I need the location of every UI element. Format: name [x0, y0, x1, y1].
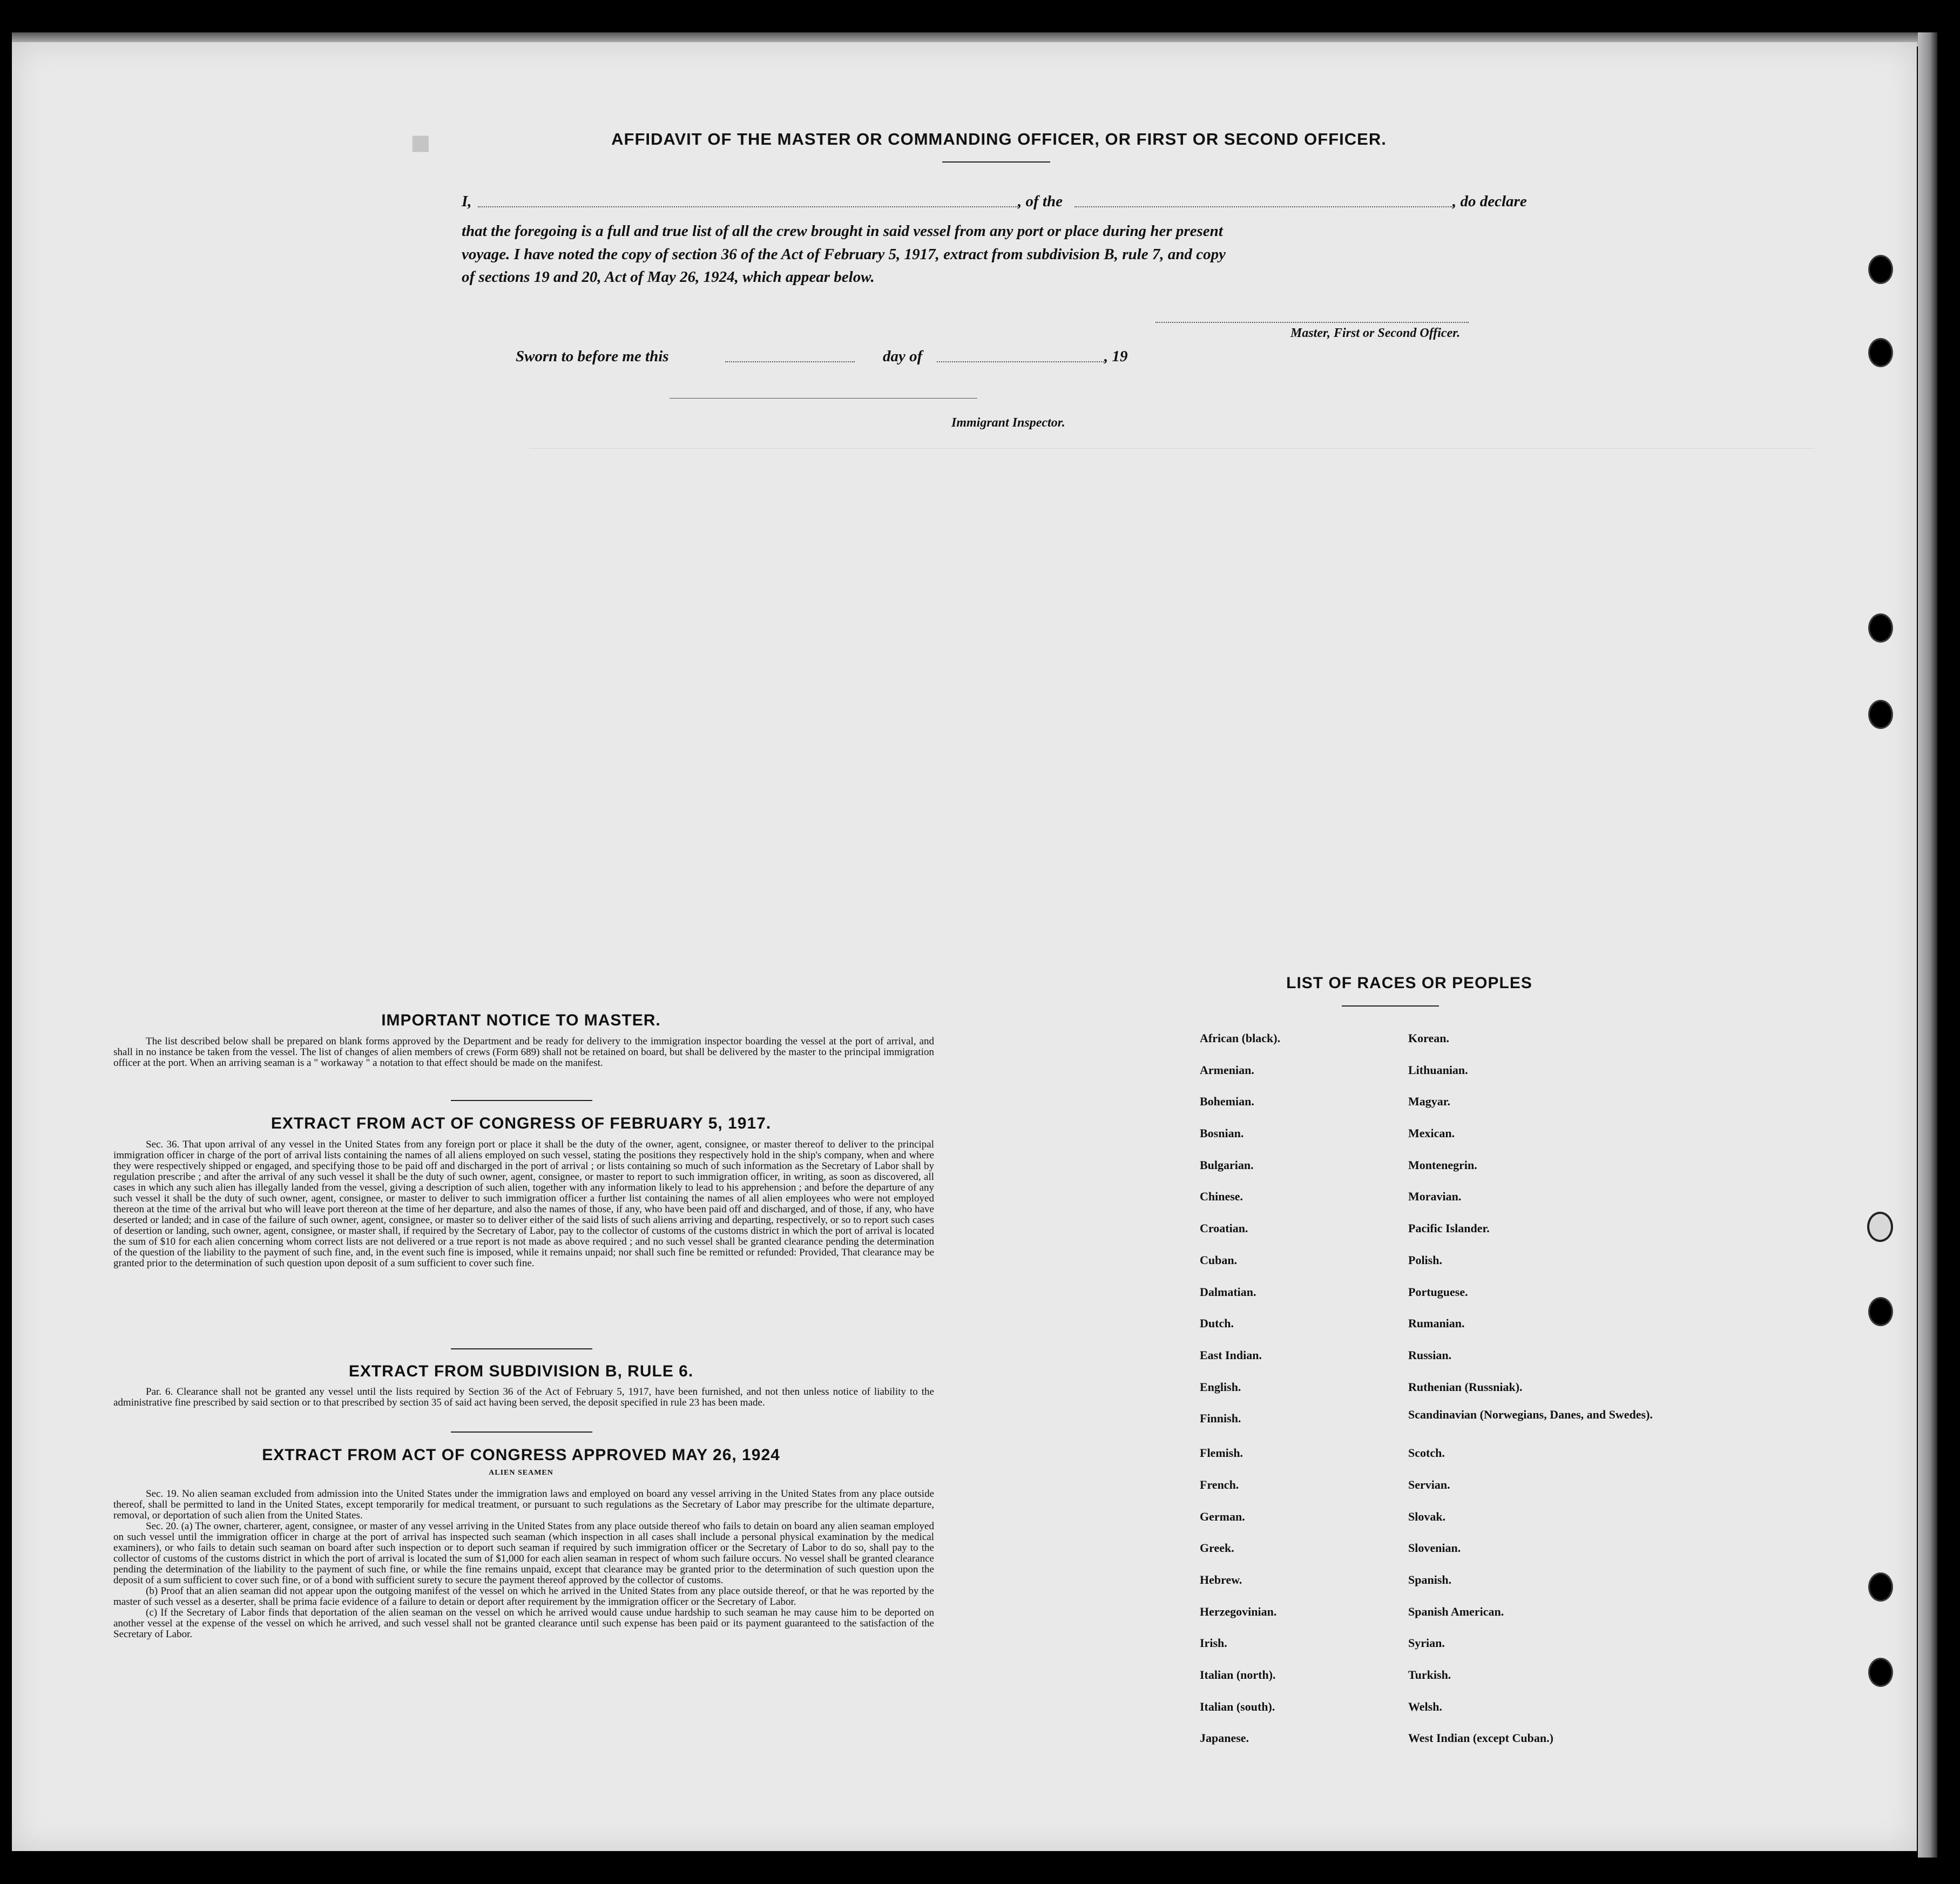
master-signature-line[interactable]	[1155, 322, 1469, 323]
sworn-line	[516, 346, 1218, 368]
race-item: Bohemian.	[1200, 1095, 1254, 1109]
section-20a-paragraph: Sec. 20. (a) The owner, charterer, agent, consignee, or master of any vessel arriving in the United States from any place outside thereof who fails to detain on board any alien seaman employed on such vessel until the immigration officer in charge at the port of arrival has inspected such seaman (which inspection in all cases shall include a personal physical examination by the medical examiners), or who fails to detain such seaman on board after such inspection or to deport such seaman if required by such immigration officer or the Secretary of Labor to do so, shall pay to the collector of customs of the customs district in which the port of arrival is located the sum of $1,000 for each alien seaman in respect of whom such failure occurs. No vessel shall be granted clearance pending the determination of the liability to the payment of such fine, or while the fine remains unpaid, except that clearance may be granted prior to the determination of such question upon the deposit of a sum sufficient to cover such fine, or of a bond with sufficient surety to secure the payment thereof approved by the collector of customs.	[113, 1521, 934, 1586]
binder-hole	[1868, 338, 1893, 367]
extract-1917-title: EXTRACT FROM ACT OF CONGRESS OF FEBRUARY 5, 1917.	[271, 1115, 772, 1132]
binder-hole	[1868, 1572, 1893, 1602]
race-item: Montenegrin.	[1408, 1158, 1477, 1172]
extract-1917-text	[113, 1139, 934, 1269]
divider	[451, 1100, 592, 1101]
affidavit-title: AFFIDAVIT OF THE MASTER OR COMMANDING OFFICER, OR FIRST OR SECOND OFFICER.	[611, 130, 1387, 148]
race-item: Magyar.	[1408, 1095, 1451, 1109]
section-20b-paragraph: (b) Proof that an alien seaman did not appear upon the outgoing manifest of the vessel on which he arrived in the United States from any place outside thereof, or that he was reported by the master of such vessel as a deserter, shall be prima facie evidence of a failure to detain or deport after requirement by the immigration officer or the Secretary of Labor.	[113, 1585, 934, 1608]
divider	[1342, 1005, 1439, 1007]
affidavit-of-the: , of the	[1018, 193, 1063, 210]
race-item: African (black).	[1200, 1031, 1281, 1045]
race-item: Welsh.	[1408, 1699, 1442, 1713]
race-item: Finnish.	[1200, 1412, 1241, 1426]
race-item: Lithuanian.	[1408, 1063, 1468, 1077]
binder-hole	[1868, 255, 1893, 284]
affidavit-line3: voyage. I have noted the copy of section 36 of the Act of February 5, 1917, extract from subdivision B, rule 7, and copy	[462, 246, 1226, 263]
affidavit-line4: of sections 19 and 20, Act of May 26, 1924, which appear below.	[462, 268, 875, 286]
inspector-label: Immigrant Inspector.	[951, 416, 1065, 430]
race-item: Chinese.	[1200, 1190, 1243, 1204]
race-item: West Indian (except Cuban.)	[1408, 1731, 1553, 1745]
name-blank[interactable]	[478, 206, 1018, 207]
race-item: Rumanian.	[1408, 1316, 1465, 1331]
notice-paragraph: The list described below shall be prepared on blank forms approved by the Department and be ready for delivery to the immigration inspector boarding the vessel at the port of arrival, and shall in no instance be taken from the vessel. The list of changes of alien members of crews (Form 689) shall not be retained on board, but shall be delivered by the master to the principal immigration officer at the port. When an arriving seaman is a " workaway " a notation to that effect should be made on the manifest.	[113, 1036, 934, 1069]
binder-hole	[1868, 1658, 1893, 1687]
vessel-blank[interactable]	[1074, 206, 1452, 207]
race-item: French.	[1200, 1477, 1239, 1491]
race-item: Servian.	[1408, 1477, 1450, 1491]
sworn-day-blank[interactable]	[725, 361, 855, 362]
binder-hole	[1868, 613, 1893, 643]
day-of-label: day of	[883, 348, 923, 365]
race-item: Italian (south).	[1200, 1699, 1275, 1713]
race-item: Polish.	[1408, 1253, 1442, 1267]
race-item: Russian.	[1408, 1348, 1452, 1362]
race-item: Greek.	[1200, 1541, 1234, 1555]
race-item: Flemish.	[1200, 1446, 1243, 1460]
race-item: Syrian.	[1408, 1636, 1445, 1650]
race-item: Ruthenian (Russniak).	[1408, 1380, 1523, 1394]
race-item: Bulgarian.	[1200, 1158, 1254, 1172]
binder-hole	[1868, 1297, 1893, 1326]
race-item: Turkish.	[1408, 1668, 1451, 1682]
race-item: Slovenian.	[1408, 1541, 1461, 1555]
master-label: Master, First or Second Officer.	[1290, 326, 1461, 340]
extract-rule6-title: EXTRACT FROM SUBDIVISION B, RULE 6.	[348, 1362, 694, 1380]
affidavit-line1	[462, 191, 1542, 213]
section-20c-paragraph: (c) If the Secretary of Labor finds that deportation of the alien seaman on the vessel on which he arrived would cause undue hardship to such seaman he may cause him to be deported on another vessel at the expense of the vessel on which he arrived, and such vessel shall not be granted clearance until such expense has been paid or its payment guaranteed to the satisfaction of the Secretary of Labor.	[113, 1607, 934, 1640]
race-item: Croatian.	[1200, 1221, 1248, 1235]
race-item: Armenian.	[1200, 1063, 1254, 1077]
rule-6-paragraph: Par. 6. Clearance shall not be granted any vessel until the lists required by Section 36 of the Act of February 5, 1917, have been furnished, and not then unless notice of liability to the administrative fine prescribed by said section or to that prescribed by section 35 of said act having been served, the deposit specified in rule 23 has been made.	[113, 1386, 934, 1408]
bleed-through-mark	[529, 448, 1814, 935]
race-item: Irish.	[1200, 1636, 1227, 1650]
races-left-column	[1200, 1023, 1405, 1754]
notice-text	[113, 1036, 934, 1069]
race-item: Bosnian.	[1200, 1126, 1244, 1140]
race-item: German.	[1200, 1509, 1245, 1523]
race-item: Pacific Islander.	[1408, 1221, 1490, 1235]
section-19-paragraph: Sec. 19. No alien seaman excluded from admission into the United States under the immigration laws and employed on board any vessel arriving in the United States from any place outside thereof, shall be permitted to land in the United States, except temporarily for medical treatment, or pursuant to such regulations as the Secretary of Labor may prescribe for the ultimate departure, removal, or deportation of such alien from the United States.	[113, 1488, 934, 1521]
races-right-column	[1408, 1023, 1657, 1754]
races-title: LIST OF RACES OR PEOPLES	[1286, 974, 1532, 992]
race-item: Cuban.	[1200, 1253, 1238, 1267]
notice-title: IMPORTANT NOTICE TO MASTER.	[381, 1011, 661, 1029]
race-item: Portuguese.	[1408, 1285, 1468, 1299]
affidavit-declare: , do declare	[1452, 193, 1527, 210]
extract-1924-subtitle: ALIEN SEAMEN	[489, 1469, 553, 1477]
page-right-edge	[1918, 32, 1937, 1858]
race-item: East Indian.	[1200, 1348, 1262, 1362]
affidavit-i: I,	[462, 193, 472, 210]
race-item: Spanish American.	[1408, 1604, 1504, 1618]
affidavit-line2: that the foregoing is a full and true list of all the crew brought in said vessel from any port or place during her present	[462, 222, 1223, 240]
race-item: Dalmatian.	[1200, 1285, 1256, 1299]
divider	[942, 161, 1050, 163]
sworn-month-blank[interactable]	[937, 361, 1104, 362]
race-item: Slovak.	[1408, 1509, 1446, 1523]
binder-hole	[1868, 700, 1893, 729]
sworn-label: Sworn to before me this	[516, 348, 669, 365]
extract-1924-title: EXTRACT FROM ACT OF CONGRESS APPROVED MAY 26, 1924	[262, 1446, 780, 1464]
race-item: Korean.	[1408, 1031, 1449, 1045]
race-item: Dutch.	[1200, 1316, 1234, 1331]
inspector-signature-line[interactable]	[670, 398, 977, 399]
race-item: Scandinavian (Norwegians, Danes, and Swedes).	[1408, 1408, 1653, 1422]
race-item: Scotch.	[1408, 1446, 1445, 1460]
year-label: , 19	[1104, 348, 1128, 365]
binder-hole	[1867, 1212, 1893, 1242]
extract-1924-text	[113, 1489, 934, 1640]
race-item: Japanese.	[1200, 1731, 1249, 1745]
race-item: Herzegovinian.	[1200, 1604, 1277, 1618]
race-item: Spanish.	[1408, 1573, 1452, 1586]
race-item: Hebrew.	[1200, 1573, 1242, 1586]
bleed-through-mark: ■	[410, 125, 431, 161]
section-36-paragraph: Sec. 36. That upon arrival of any vessel in the United States from any foreign port or place it shall be the duty of the owner, agent, consignee, or master thereof to deliver to the principal immigration officer in charge of the port of arrival lists containing the names of all aliens employed on such vessel, stating the positions they respectively hold in the ship's company, when and where they were respectively shipped or engaged, and specifying those to be paid off and discharged in the port of arrival ; or lists containing so much of such information as the Secretary of Labor shall by regulation prescribe ; and after the arrival of any such vessel it shall be the duty of such owner, agent, consignee, or master to report to such immigration officer, in writing, as soon as discovered, all cases in which any such alien has illegally landed from the vessel, giving a description of such alien, together with any information likely to lead to his apprehension ; and before the departure of any such vessel it shall be the duty of such owner, agent, consignee, or master to deliver to such immigration officer a further list containing the names of all alien employees who were not employed thereon at the time of the arrival but who will leave port thereon at the time of her departure, and also the names of those, if any, who have been paid off and discharged, and of those, if any, who have deserted or landed; and in case of the failure of such owner, agent, consignee, or master so to deliver either of the said lists of such aliens arriving and departing, respectively, or so to report such cases of desertion or landing, such owner, agent, consignee, or master shall, if required by the Secretary of Labor, pay to the collector of customs of the customs district in which the port of arrival is located the sum of $10 for each alien concerning whom correct lists are not delivered or a true report is not made as above required ; and no such vessel shall be granted clearance pending the determination of the question of the liability to the payment of such fine, and, in the event such fine is imposed, while it remains unpaid; nor shall such fine be remitted or refunded: Provided, That clearance may be granted prior to the determination of such question upon deposit of a sum sufficient to cover such fine.	[113, 1139, 934, 1269]
race-item: English.	[1200, 1380, 1241, 1394]
race-item: Italian (north).	[1200, 1668, 1276, 1682]
race-item: Mexican.	[1408, 1126, 1455, 1140]
divider	[451, 1431, 592, 1433]
extract-rule6-text	[113, 1387, 934, 1408]
divider	[451, 1348, 592, 1349]
race-item: Moravian.	[1408, 1190, 1462, 1204]
